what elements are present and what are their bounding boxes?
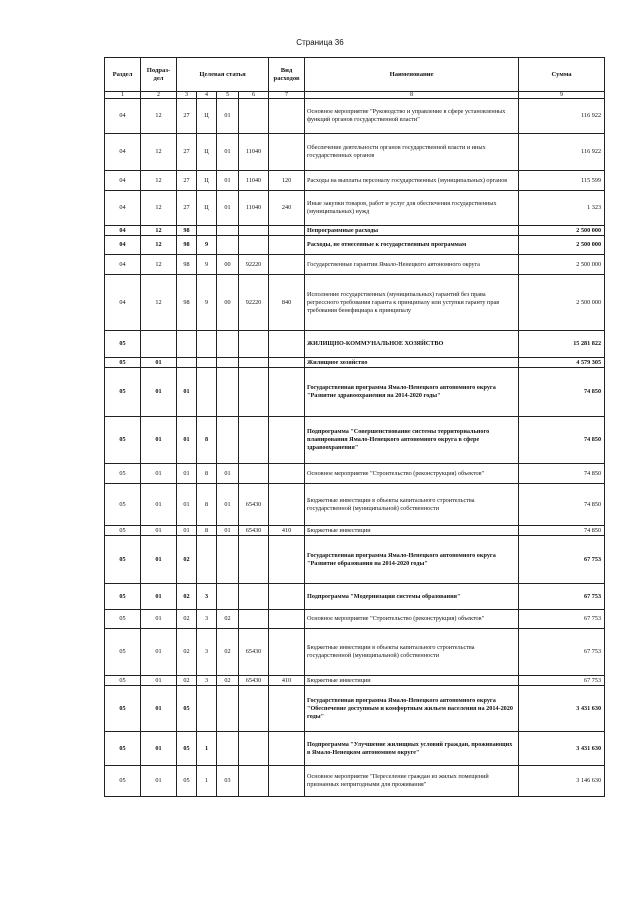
cell-event: 01 — [217, 99, 239, 134]
cell-vid-rashodov — [269, 536, 305, 584]
cell-summa: 67 753 — [519, 610, 605, 629]
table-row — [105, 536, 605, 584]
column-number: 5 — [217, 92, 239, 99]
cell-razdel: 04 — [105, 236, 141, 255]
cell-summa: 116 922 — [519, 134, 605, 171]
table-row — [105, 236, 605, 255]
cell-direction — [239, 368, 269, 417]
cell-subprogram: 8 — [197, 526, 217, 536]
column-number: 4 — [197, 92, 217, 99]
cell-razdel: 05 — [105, 526, 141, 536]
cell-summa: 2 500 000 — [519, 255, 605, 275]
cell-naimenovanie: Бюджетные инвестиции в объекты капитального строительства государственной (муниципальной) собственности — [305, 629, 519, 676]
header-vid-rashodov: Вид расходов — [269, 58, 305, 92]
cell-direction: 11040 — [239, 171, 269, 191]
table-row — [105, 226, 605, 236]
cell-subprogram: 9 — [197, 255, 217, 275]
cell-direction — [239, 226, 269, 236]
cell-event: 03 — [217, 766, 239, 797]
table-row — [105, 484, 605, 526]
cell-razdel: 04 — [105, 275, 141, 331]
cell-podrazdel: 12 — [141, 226, 177, 236]
cell-summa: 4 579 305 — [519, 358, 605, 368]
table-row — [105, 629, 605, 676]
cell-program: 27 — [177, 191, 197, 226]
cell-razdel: 05 — [105, 536, 141, 584]
table-row — [105, 368, 605, 417]
cell-direction — [239, 331, 269, 358]
table-row — [105, 358, 605, 368]
cell-vid-rashodov — [269, 484, 305, 526]
cell-direction — [239, 686, 269, 732]
cell-podrazdel: 01 — [141, 358, 177, 368]
cell-event — [217, 732, 239, 766]
cell-naimenovanie: Бюджетные инвестиции — [305, 676, 519, 686]
header-summa: Сумма — [519, 58, 605, 92]
cell-naimenovanie: Основное мероприятие "Переселение граждан из жилых помещений признанных непригодными для проживания" — [305, 766, 519, 797]
cell-naimenovanie: Подпрограмма "Модернизация системы образования" — [305, 584, 519, 610]
cell-vid-rashodov — [269, 629, 305, 676]
table-row — [105, 134, 605, 171]
cell-naimenovanie: Обеспечение деятельности органов государственной власти и иных государственных органов — [305, 134, 519, 171]
cell-razdel: 05 — [105, 368, 141, 417]
cell-subprogram — [197, 226, 217, 236]
cell-summa: 1 323 — [519, 191, 605, 226]
cell-direction: 92220 — [239, 275, 269, 331]
cell-program: 02 — [177, 584, 197, 610]
cell-event: 01 — [217, 526, 239, 536]
cell-razdel: 05 — [105, 732, 141, 766]
cell-program: 02 — [177, 536, 197, 584]
cell-summa: 3 146 630 — [519, 766, 605, 797]
cell-program: 05 — [177, 732, 197, 766]
cell-razdel: 05 — [105, 358, 141, 368]
cell-podrazdel: 01 — [141, 417, 177, 464]
cell-direction — [239, 358, 269, 368]
cell-event — [217, 584, 239, 610]
cell-summa: 2 500 000 — [519, 236, 605, 255]
cell-program: 02 — [177, 610, 197, 629]
table-row — [105, 686, 605, 732]
cell-naimenovanie: Непрограммные расходы — [305, 226, 519, 236]
cell-vid-rashodov — [269, 766, 305, 797]
cell-event: 01 — [217, 134, 239, 171]
cell-program: 01 — [177, 464, 197, 484]
cell-direction: 92220 — [239, 255, 269, 275]
cell-program: 98 — [177, 275, 197, 331]
cell-razdel: 04 — [105, 191, 141, 226]
cell-program — [177, 331, 197, 358]
cell-naimenovanie: Бюджетные инвестиции в объекты капитального строительства государственной (муниципальной) собственности — [305, 484, 519, 526]
cell-razdel: 05 — [105, 417, 141, 464]
cell-direction — [239, 417, 269, 464]
cell-program: 98 — [177, 255, 197, 275]
cell-podrazdel: 01 — [141, 686, 177, 732]
cell-subprogram: 1 — [197, 766, 217, 797]
header-razdel: Раздел — [105, 58, 141, 92]
cell-event: 01 — [217, 191, 239, 226]
cell-naimenovanie: Исполнение государственных (муниципальных) гарантий без права регрессного требования гаранта к принципалу или уступки гаранту прав требования бенефициара к принципалу — [305, 275, 519, 331]
cell-vid-rashodov — [269, 236, 305, 255]
cell-razdel: 05 — [105, 766, 141, 797]
cell-subprogram: 8 — [197, 484, 217, 526]
cell-direction: 65430 — [239, 526, 269, 536]
cell-subprogram: 1 — [197, 732, 217, 766]
cell-summa: 67 753 — [519, 584, 605, 610]
cell-event — [217, 236, 239, 255]
table-row — [105, 676, 605, 686]
cell-event — [217, 368, 239, 417]
cell-subprogram — [197, 331, 217, 358]
cell-naimenovanie: Подпрограмма "Совершенствование системы территориального планирования Ямало-Ненецкого автономного округа в сфере здравоохранения" — [305, 417, 519, 464]
cell-event — [217, 226, 239, 236]
cell-summa: 74 850 — [519, 417, 605, 464]
table-row — [105, 732, 605, 766]
cell-subprogram — [197, 686, 217, 732]
cell-subprogram: 3 — [197, 610, 217, 629]
cell-razdel: 05 — [105, 610, 141, 629]
cell-subprogram: 8 — [197, 417, 217, 464]
cell-event — [217, 358, 239, 368]
cell-vid-rashodov: 410 — [269, 526, 305, 536]
cell-podrazdel: 12 — [141, 134, 177, 171]
cell-event: 01 — [217, 464, 239, 484]
cell-podrazdel — [141, 331, 177, 358]
cell-event — [217, 417, 239, 464]
cell-vid-rashodov: 840 — [269, 275, 305, 331]
cell-subprogram: 9 — [197, 236, 217, 255]
cell-program — [177, 358, 197, 368]
cell-summa: 3 431 630 — [519, 686, 605, 732]
cell-razdel: 05 — [105, 686, 141, 732]
cell-naimenovanie: Основное мероприятие "Руководство и управление в сфере установленных функций органов государственной власти" — [305, 99, 519, 134]
budget-table — [104, 57, 605, 797]
cell-program: 01 — [177, 484, 197, 526]
table-row — [105, 766, 605, 797]
cell-summa: 15 281 822 — [519, 331, 605, 358]
cell-podrazdel: 12 — [141, 191, 177, 226]
header-naimenovanie: Наименование — [305, 58, 519, 92]
cell-direction: 11040 — [239, 191, 269, 226]
cell-vid-rashodov — [269, 368, 305, 417]
cell-direction — [239, 584, 269, 610]
cell-razdel: 05 — [105, 331, 141, 358]
column-number: 3 — [177, 92, 197, 99]
cell-vid-rashodov — [269, 732, 305, 766]
cell-vid-rashodov — [269, 417, 305, 464]
cell-event: 01 — [217, 171, 239, 191]
cell-subprogram — [197, 368, 217, 417]
column-number: 2 — [141, 92, 177, 99]
cell-summa: 2 500 000 — [519, 226, 605, 236]
cell-direction — [239, 236, 269, 255]
cell-event — [217, 536, 239, 584]
table-row — [105, 526, 605, 536]
cell-program: 98 — [177, 236, 197, 255]
column-number: 1 — [105, 92, 141, 99]
cell-naimenovanie: Расходы на выплаты персоналу государственных (муниципальных) органов — [305, 171, 519, 191]
table-row — [105, 275, 605, 331]
cell-podrazdel: 01 — [141, 766, 177, 797]
cell-direction — [239, 464, 269, 484]
header-podrazdel: Подраз-дел — [141, 58, 177, 92]
cell-podrazdel: 01 — [141, 464, 177, 484]
cell-podrazdel: 01 — [141, 629, 177, 676]
cell-subprogram: Ц — [197, 134, 217, 171]
cell-direction: 65430 — [239, 484, 269, 526]
cell-podrazdel: 01 — [141, 368, 177, 417]
cell-event: 02 — [217, 610, 239, 629]
cell-naimenovanie: Основное мероприятие "Строительство (реконструкция) объектов" — [305, 610, 519, 629]
cell-direction: 11040 — [239, 134, 269, 171]
cell-subprogram: Ц — [197, 171, 217, 191]
cell-vid-rashodov — [269, 464, 305, 484]
cell-vid-rashodov — [269, 584, 305, 610]
cell-vid-rashodov — [269, 255, 305, 275]
cell-summa: 3 431 630 — [519, 732, 605, 766]
cell-razdel: 05 — [105, 584, 141, 610]
cell-summa: 67 753 — [519, 629, 605, 676]
cell-summa: 115 599 — [519, 171, 605, 191]
table-row — [105, 255, 605, 275]
cell-podrazdel: 01 — [141, 536, 177, 584]
cell-podrazdel: 12 — [141, 255, 177, 275]
cell-event: 02 — [217, 676, 239, 686]
cell-razdel: 05 — [105, 676, 141, 686]
column-number: 9 — [519, 92, 605, 99]
cell-podrazdel: 01 — [141, 584, 177, 610]
table-row — [105, 610, 605, 629]
cell-podrazdel: 01 — [141, 732, 177, 766]
column-number: 6 — [239, 92, 269, 99]
cell-naimenovanie: ЖИЛИЩНО-КОММУНАЛЬНОЕ ХОЗЯЙСТВО — [305, 331, 519, 358]
cell-direction: 65430 — [239, 629, 269, 676]
cell-direction — [239, 536, 269, 584]
table-row — [105, 191, 605, 226]
cell-razdel: 04 — [105, 134, 141, 171]
cell-naimenovanie: Жилищное хозяйство — [305, 358, 519, 368]
cell-razdel: 05 — [105, 464, 141, 484]
cell-podrazdel: 12 — [141, 171, 177, 191]
table-row — [105, 584, 605, 610]
cell-subprogram: 3 — [197, 629, 217, 676]
cell-naimenovanie: Бюджетные инвестиции — [305, 526, 519, 536]
cell-event — [217, 686, 239, 732]
cell-naimenovanie: Подпрограмма "Улучшение жилищных условий граждан, проживающих в Ямало-Ненецком автономном округе" — [305, 732, 519, 766]
table-row — [105, 99, 605, 134]
table-row — [105, 464, 605, 484]
cell-vid-rashodov — [269, 226, 305, 236]
cell-subprogram: 8 — [197, 464, 217, 484]
cell-summa: 2 500 000 — [519, 275, 605, 331]
cell-summa: 74 850 — [519, 484, 605, 526]
cell-podrazdel: 01 — [141, 484, 177, 526]
cell-program: 02 — [177, 676, 197, 686]
cell-subprogram: Ц — [197, 191, 217, 226]
cell-podrazdel: 01 — [141, 676, 177, 686]
cell-razdel: 04 — [105, 226, 141, 236]
cell-subprogram: 3 — [197, 584, 217, 610]
cell-summa: 67 753 — [519, 676, 605, 686]
cell-naimenovanie: Основное мероприятие "Строительство (реконструкция) объектов" — [305, 464, 519, 484]
cell-summa: 67 753 — [519, 536, 605, 584]
cell-program: 27 — [177, 134, 197, 171]
cell-program: 05 — [177, 686, 197, 732]
cell-summa: 116 922 — [519, 99, 605, 134]
cell-direction — [239, 610, 269, 629]
cell-vid-rashodov — [269, 358, 305, 368]
cell-summa: 74 850 — [519, 368, 605, 417]
cell-event: 00 — [217, 275, 239, 331]
cell-vid-rashodov — [269, 99, 305, 134]
table-row — [105, 417, 605, 464]
cell-vid-rashodov — [269, 610, 305, 629]
table-header-row — [105, 58, 605, 92]
cell-razdel: 04 — [105, 99, 141, 134]
cell-subprogram: Ц — [197, 99, 217, 134]
cell-program: 98 — [177, 226, 197, 236]
column-number: 7 — [269, 92, 305, 99]
cell-vid-rashodov: 240 — [269, 191, 305, 226]
cell-podrazdel: 01 — [141, 526, 177, 536]
cell-program: 01 — [177, 368, 197, 417]
cell-razdel: 05 — [105, 629, 141, 676]
cell-event: 01 — [217, 484, 239, 526]
cell-program: 27 — [177, 171, 197, 191]
cell-podrazdel: 01 — [141, 610, 177, 629]
cell-event — [217, 331, 239, 358]
cell-vid-rashodov: 120 — [269, 171, 305, 191]
table-row — [105, 331, 605, 358]
cell-subprogram: 3 — [197, 676, 217, 686]
cell-naimenovanie: Иные закупки товаров, работ и услуг для обеспечения государственных (муниципальных) нужд — [305, 191, 519, 226]
cell-naimenovanie: Государственная программа Ямало-Ненецкого автономного округа "Развитие образования на 2014-2020 годы" — [305, 536, 519, 584]
cell-direction — [239, 99, 269, 134]
cell-program: 01 — [177, 417, 197, 464]
cell-naimenovanie: Государственная программа Ямало-Ненецкого автономного округа "Развитие здравоохранения на 2014-2020 годы" — [305, 368, 519, 417]
column-number-row — [105, 92, 605, 99]
cell-vid-rashodov — [269, 331, 305, 358]
cell-vid-rashodov: 410 — [269, 676, 305, 686]
cell-naimenovanie: Государственные гарантии Ямало-Ненецкого автономного округа — [305, 255, 519, 275]
table-body — [105, 99, 605, 797]
cell-program: 01 — [177, 526, 197, 536]
cell-program: 27 — [177, 99, 197, 134]
cell-direction: 65430 — [239, 676, 269, 686]
cell-subprogram — [197, 536, 217, 584]
cell-vid-rashodov — [269, 134, 305, 171]
header-celevaya-statya: Целевая статья — [177, 58, 269, 92]
cell-vid-rashodov — [269, 686, 305, 732]
cell-subprogram — [197, 358, 217, 368]
cell-razdel: 04 — [105, 255, 141, 275]
cell-podrazdel: 12 — [141, 99, 177, 134]
cell-direction — [239, 766, 269, 797]
cell-podrazdel: 12 — [141, 275, 177, 331]
cell-summa: 74 850 — [519, 464, 605, 484]
cell-program: 02 — [177, 629, 197, 676]
cell-event: 00 — [217, 255, 239, 275]
cell-naimenovanie: Государственная программа Ямало-Ненецкого автономного округа "Обеспечение доступным и комфортным жильем населения на 2014-2020 годы" — [305, 686, 519, 732]
column-number: 8 — [305, 92, 519, 99]
cell-naimenovanie: Расходы, не отнесенные к государственным программам — [305, 236, 519, 255]
cell-podrazdel: 12 — [141, 236, 177, 255]
table-row — [105, 171, 605, 191]
cell-razdel: 04 — [105, 171, 141, 191]
cell-program: 05 — [177, 766, 197, 797]
cell-summa: 74 850 — [519, 526, 605, 536]
cell-event: 02 — [217, 629, 239, 676]
cell-direction — [239, 732, 269, 766]
page-number-label: Страница 36 — [296, 38, 344, 47]
cell-subprogram: 9 — [197, 275, 217, 331]
cell-razdel: 05 — [105, 484, 141, 526]
